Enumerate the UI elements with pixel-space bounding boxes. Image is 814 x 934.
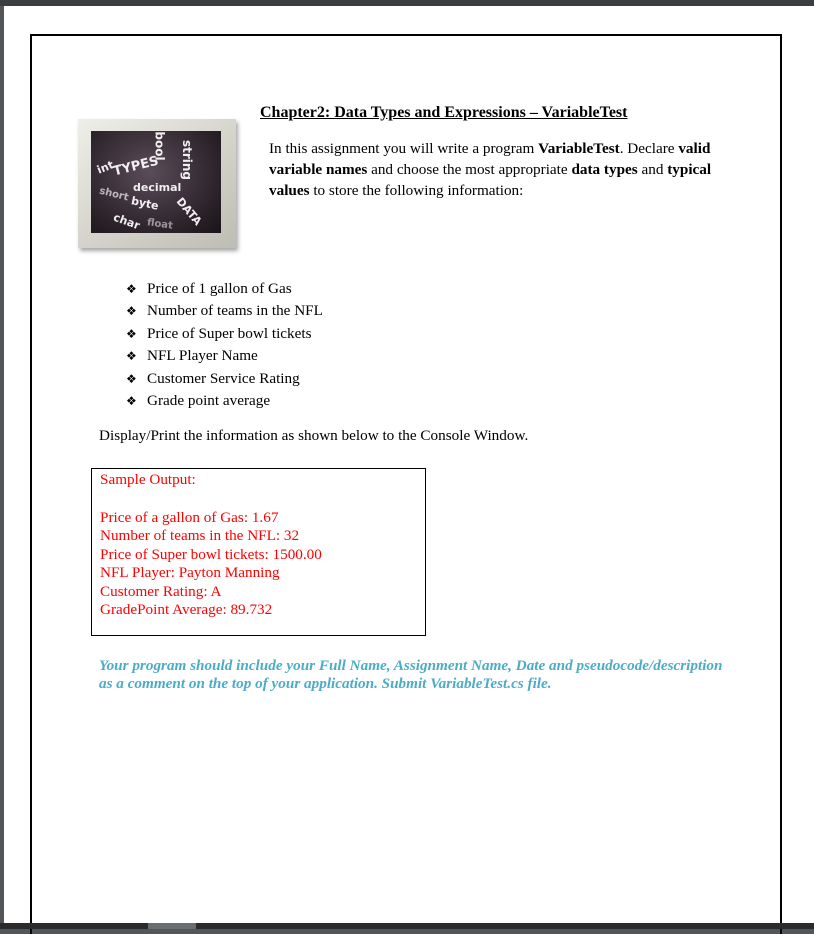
intro-text-3: and choose the most appropriate xyxy=(367,161,572,178)
logo-word-bool: bool xyxy=(152,131,167,161)
logo-word-char: char xyxy=(111,210,142,233)
intro-bold-program-name: VariableTest xyxy=(538,140,620,157)
sample-output-line: NFL Player: Payton Manning xyxy=(100,564,280,582)
intro-text-4: and xyxy=(637,161,668,178)
horizontal-scrollbar-track[interactable] xyxy=(0,923,814,929)
list-item-text: Grade point average xyxy=(147,392,271,410)
list-item-text: Price of Super bowl tickets xyxy=(147,324,312,342)
sample-output-heading: Sample Output: xyxy=(100,471,196,488)
logo-word-string: string xyxy=(180,139,195,181)
submission-note: Your program should include your Full Name, Assignment Name, Date and pseudocode/description as a comment on the top of your application. Submit VariableTest.cs file. xyxy=(99,657,723,692)
list-item xyxy=(126,345,323,367)
list-item-text: Number of teams in the NFL xyxy=(147,302,323,320)
list-item-text: Customer Service Rating xyxy=(147,369,300,387)
list-item xyxy=(126,323,323,345)
sample-output-line: Price of Super bowl tickets: 1500.00 xyxy=(100,545,322,563)
assignment-intro xyxy=(269,138,739,201)
logo-word-short: short xyxy=(98,185,130,204)
diamond-bullet-icon: ❖ xyxy=(126,349,137,364)
assignment-title: Chapter2: Data Types and Expressions – VariableTest xyxy=(260,104,628,121)
logo-dark-panel xyxy=(91,131,221,233)
display-instruction: Display/Print the information as shown below to the Console Window. xyxy=(99,427,529,444)
intro-bold-variable-names: valid variable names xyxy=(269,140,711,178)
sample-output-line: Customer Rating: A xyxy=(100,582,222,600)
sample-output-line: Price of a gallon of Gas: 1.67 xyxy=(100,509,279,526)
list-item-text: NFL Player Name xyxy=(147,347,258,365)
logo-word-int: int xyxy=(95,158,116,177)
data-types-logo xyxy=(78,119,236,248)
logo-word-decimal: decimal xyxy=(133,181,182,194)
intro-bold-data-types: data types xyxy=(571,161,638,178)
logo-word-float: float xyxy=(146,217,174,232)
diamond-bullet-icon: ❖ xyxy=(126,326,137,341)
diamond-bullet-icon: ❖ xyxy=(126,394,137,409)
sample-output-line: Number of teams in the NFL: 32 xyxy=(100,527,300,545)
information-list xyxy=(126,278,323,412)
horizontal-scrollbar-thumb[interactable] xyxy=(148,923,196,929)
diamond-bullet-icon: ❖ xyxy=(126,304,137,319)
sample-output-line: GradePoint Average: 89.732 xyxy=(100,601,273,619)
logo-word-byte: byte xyxy=(129,194,160,213)
sample-output-box xyxy=(91,468,426,636)
list-item xyxy=(126,300,323,322)
intro-bold-typical-values: typical values xyxy=(269,161,712,199)
intro-text-1: In this assignment you will write a program xyxy=(269,140,539,157)
diamond-bullet-icon: ❖ xyxy=(126,282,137,296)
sample-output-lines xyxy=(100,509,322,619)
diamond-bullet-icon: ❖ xyxy=(126,371,137,386)
list-item-text: Price of 1 gallon of Gas xyxy=(147,280,292,297)
intro-text-2: . Declare xyxy=(619,140,679,157)
list-item xyxy=(126,390,323,412)
logo-word-types: TYPES xyxy=(111,153,161,180)
list-item xyxy=(126,278,323,300)
logo-word-data: DATA xyxy=(173,195,205,228)
list-item xyxy=(126,368,323,390)
intro-text-5: to store the following information: xyxy=(309,182,524,199)
